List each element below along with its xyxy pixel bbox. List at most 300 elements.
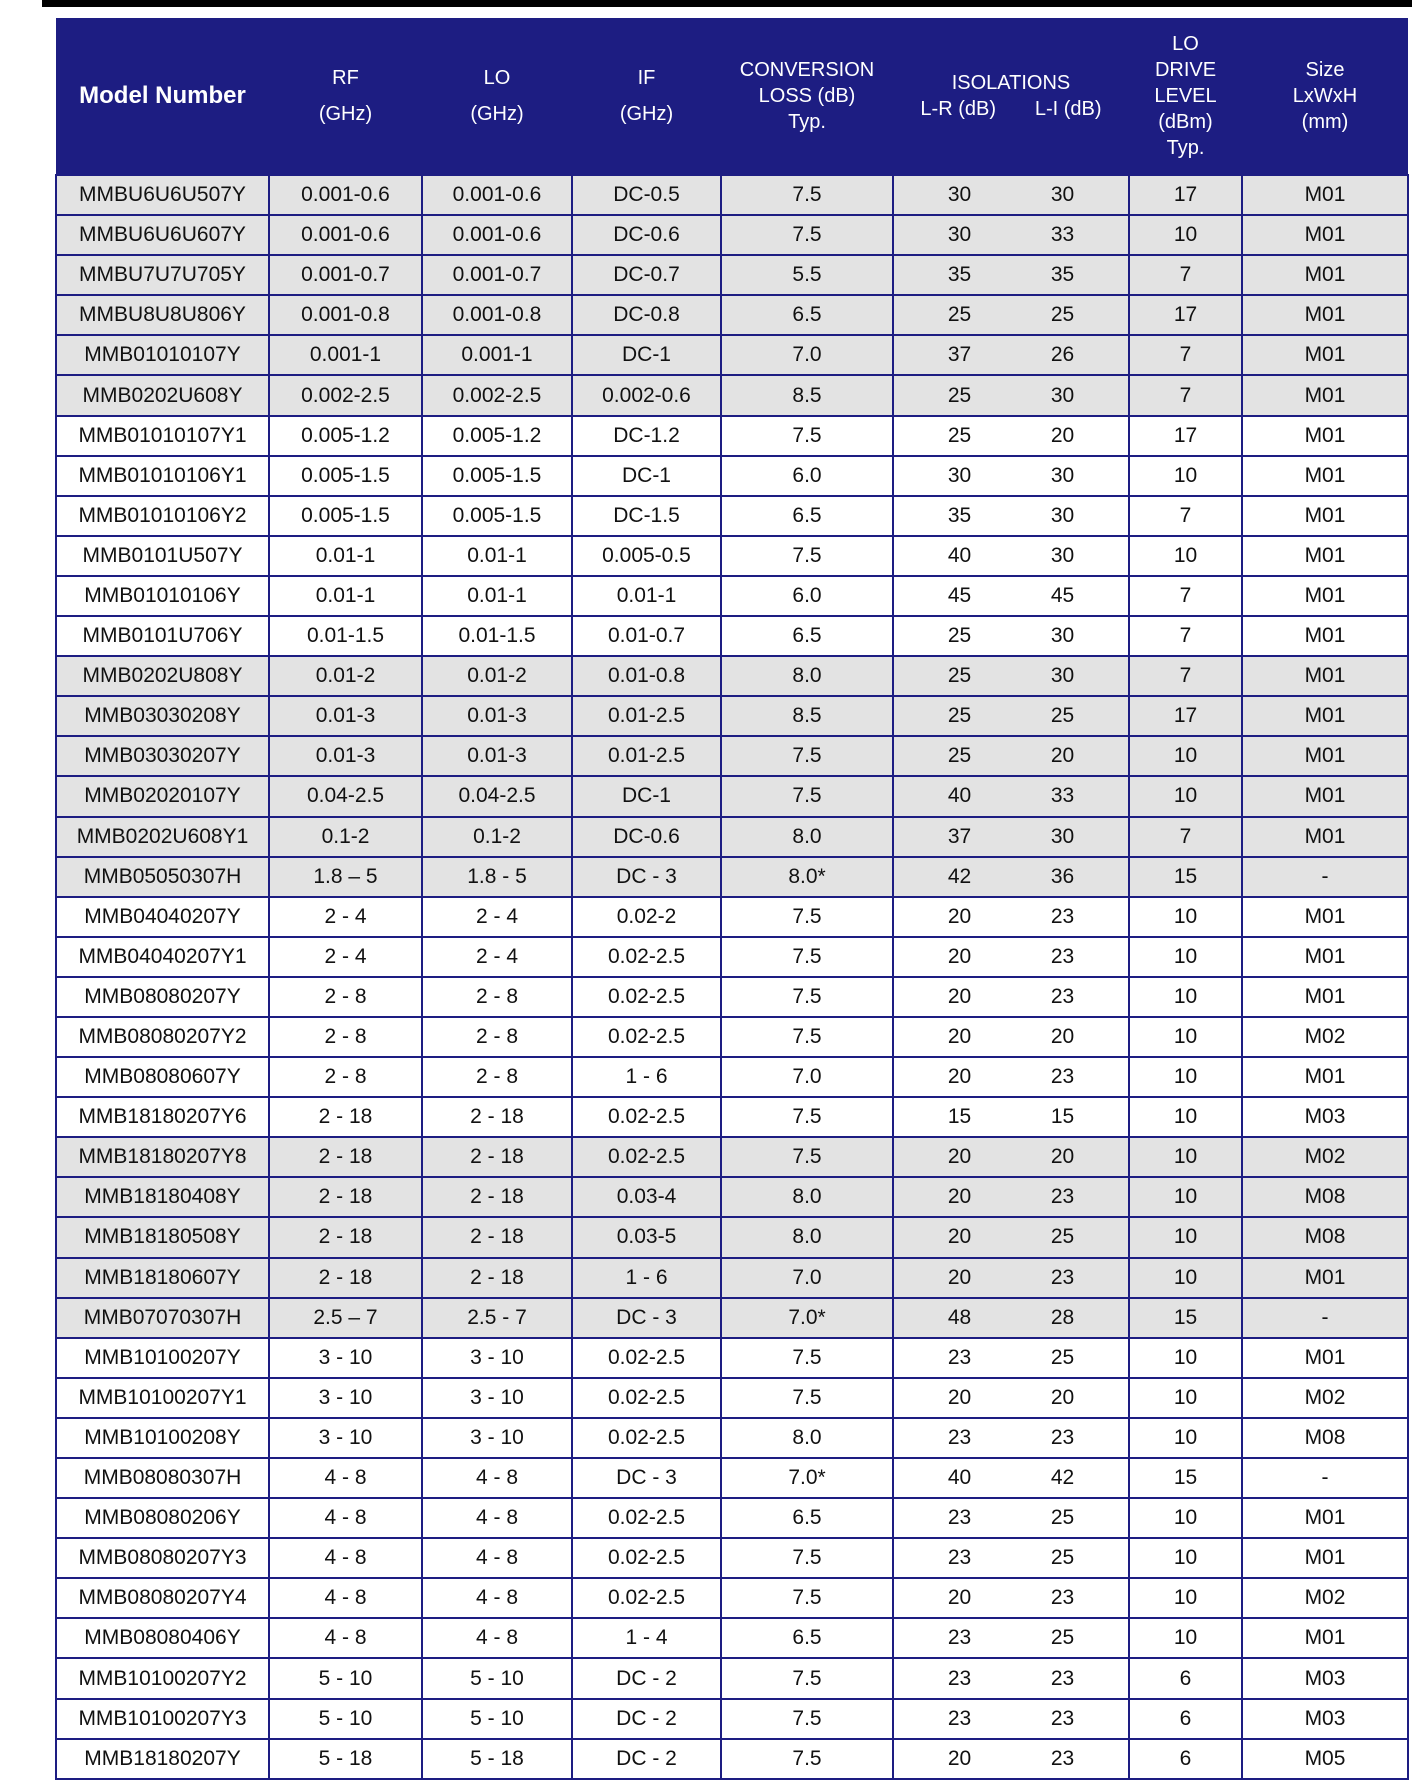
cell-conversion-loss: 6.5 (721, 1498, 893, 1538)
cell-isolation-lr: 48 (947, 1305, 972, 1329)
cell-isolation-lr: 23 (947, 1345, 972, 1369)
cell-lo: 3 - 10 (422, 1418, 572, 1458)
cell-lo: 2 - 18 (422, 1258, 572, 1298)
cell-isolations (893, 897, 1129, 937)
cell-model-number: MMB08080207Y2 (56, 1017, 269, 1057)
cell-lo-drive-level: 7 (1129, 817, 1242, 857)
cell-lo-drive-level: 10 (1129, 897, 1242, 937)
cell-isolations (893, 1378, 1129, 1418)
table-row (56, 215, 1408, 255)
cell-lo: 2 - 4 (422, 897, 572, 937)
cell-isolation-lr: 20 (947, 1265, 972, 1289)
cell-lo-drive-level: 10 (1129, 1017, 1242, 1057)
table-row (56, 696, 1408, 736)
cell-if: DC-1 (572, 456, 721, 496)
cell-lo: 2 - 8 (422, 1017, 572, 1057)
table-row (56, 1618, 1408, 1658)
cell-isolations (893, 416, 1129, 456)
cell-isolation-li: 30 (1050, 624, 1075, 648)
cell-size: M01 (1242, 897, 1408, 937)
cell-if: DC - 3 (572, 1458, 721, 1498)
cell-isolation-lr: 20 (947, 1065, 972, 1089)
cell-size: M08 (1242, 1418, 1408, 1458)
cell-size: M01 (1242, 295, 1408, 335)
cell-isolations (893, 576, 1129, 616)
cell-size: M01 (1242, 375, 1408, 415)
cell-model-number: MMBU8U8U806Y (56, 295, 269, 335)
cell-model-number: MMB04040207Y1 (56, 937, 269, 977)
header-drive-line2: DRIVE (1154, 59, 1217, 81)
cell-isolations (893, 335, 1129, 375)
cell-isolation-lr: 20 (947, 944, 972, 968)
cell-model-number: MMB18180607Y (56, 1258, 269, 1298)
cell-if: 0.02-2.5 (572, 1017, 721, 1057)
cell-lo: 2 - 18 (422, 1097, 572, 1137)
cell-lo: 5 - 10 (422, 1658, 572, 1698)
cell-isolation-li: 23 (1050, 1425, 1075, 1449)
cell-rf: 0.001-0.6 (269, 215, 422, 255)
cell-lo: 0.01-1 (422, 576, 572, 616)
cell-conversion-loss: 7.5 (721, 1538, 893, 1578)
cell-lo-drive-level: 17 (1129, 416, 1242, 456)
cell-rf: 0.001-0.7 (269, 255, 422, 295)
cell-model-number: MMB0202U608Y1 (56, 817, 269, 857)
cell-isolation-lr: 23 (947, 1546, 972, 1570)
cell-rf: 5 - 18 (269, 1739, 422, 1779)
header-drive-line1: LO (1172, 33, 1199, 55)
cell-lo-drive-level: 10 (1129, 1578, 1242, 1618)
cell-conversion-loss: 8.0 (721, 1177, 893, 1217)
cell-size: M02 (1242, 1578, 1408, 1618)
cell-if: DC - 3 (572, 1298, 721, 1338)
cell-isolations (893, 857, 1129, 897)
cell-model-number: MMB08080207Y (56, 977, 269, 1017)
cell-lo-drive-level: 10 (1129, 1418, 1242, 1458)
cell-if: 0.02-2.5 (572, 1538, 721, 1578)
cell-lo: 5 - 18 (422, 1739, 572, 1779)
cell-lo-drive-level: 10 (1129, 736, 1242, 776)
cell-lo-drive-level: 15 (1129, 1298, 1242, 1338)
cell-if: 1 - 6 (572, 1057, 721, 1097)
table-row (56, 937, 1408, 977)
cell-size: - (1242, 857, 1408, 897)
cell-lo-drive-level: 10 (1129, 536, 1242, 576)
cell-isolations (893, 1177, 1129, 1217)
cell-lo-drive-level: 7 (1129, 656, 1242, 696)
cell-conversion-loss: 7.0 (721, 1258, 893, 1298)
cell-lo: 0.002-2.5 (422, 375, 572, 415)
cell-isolation-lr: 35 (947, 503, 972, 527)
cell-rf: 0.001-0.8 (269, 295, 422, 335)
cell-lo: 0.001-0.7 (422, 255, 572, 295)
cell-lo: 2 - 8 (422, 1057, 572, 1097)
cell-if: DC-0.7 (572, 255, 721, 295)
cell-if: 0.02-2 (572, 897, 721, 937)
cell-conversion-loss: 7.5 (721, 1017, 893, 1057)
header-row (56, 18, 1408, 175)
cell-if: 0.01-2.5 (572, 696, 721, 736)
header-lo-drive-level (1129, 18, 1242, 175)
cell-size: M03 (1242, 1658, 1408, 1698)
cell-isolation-lr: 37 (947, 343, 972, 367)
cell-isolation-li: 25 (1050, 1345, 1075, 1369)
cell-if: DC - 2 (572, 1739, 721, 1779)
cell-lo-drive-level: 6 (1129, 1739, 1242, 1779)
cell-lo-drive-level: 10 (1129, 1378, 1242, 1418)
cell-isolations (893, 536, 1129, 576)
table-row (56, 1458, 1408, 1498)
cell-rf: 0.005-1.2 (269, 416, 422, 456)
cell-isolations (893, 1137, 1129, 1177)
cell-if: DC - 2 (572, 1658, 721, 1698)
cell-conversion-loss: 6.0 (721, 456, 893, 496)
cell-rf: 5 - 10 (269, 1658, 422, 1698)
header-iso-li: L-I (dB) (1034, 98, 1102, 120)
header-size-line1: Size (1305, 59, 1345, 81)
cell-lo: 4 - 8 (422, 1578, 572, 1618)
header-drive-line4: (dBm) (1158, 111, 1213, 133)
cell-isolation-li: 36 (1050, 864, 1075, 888)
cell-conversion-loss: 7.5 (721, 1097, 893, 1137)
cell-lo: 2.5 - 7 (422, 1298, 572, 1338)
cell-rf: 2 - 18 (269, 1097, 422, 1137)
cell-lo: 1.8 - 5 (422, 857, 572, 897)
cell-model-number: MMBU7U7U705Y (56, 255, 269, 295)
cell-isolation-li: 20 (1050, 423, 1075, 447)
cell-isolation-lr: 20 (947, 1586, 972, 1610)
cell-rf: 0.005-1.5 (269, 496, 422, 536)
cell-model-number: MMB18180508Y (56, 1217, 269, 1257)
cell-conversion-loss: 7.5 (721, 897, 893, 937)
cell-isolation-li: 23 (1050, 1185, 1075, 1209)
cell-isolation-lr: 23 (947, 1425, 972, 1449)
table-row (56, 1739, 1408, 1779)
cell-lo: 3 - 10 (422, 1338, 572, 1378)
cell-model-number: MMB18180207Y (56, 1739, 269, 1779)
table-row (56, 736, 1408, 776)
cell-if: 0.002-0.6 (572, 375, 721, 415)
cell-model-number: MMB01010106Y (56, 576, 269, 616)
header-if-label: IF (637, 67, 656, 89)
header-rf-unit: (GHz) (318, 103, 373, 125)
cell-model-number: MMB01010106Y2 (56, 496, 269, 536)
cell-model-number: MMBU6U6U607Y (56, 215, 269, 255)
mixer-spec-table (55, 18, 1409, 1780)
table-row (56, 656, 1408, 696)
table-row (56, 776, 1408, 816)
cell-lo-drive-level: 10 (1129, 1137, 1242, 1177)
header-drive-line3: LEVEL (1154, 85, 1217, 107)
cell-if: 0.01-0.8 (572, 656, 721, 696)
cell-lo: 4 - 8 (422, 1618, 572, 1658)
cell-isolations (893, 977, 1129, 1017)
cell-isolation-lr: 23 (947, 1506, 972, 1530)
cell-if: 0.02-2.5 (572, 1418, 721, 1458)
cell-lo-drive-level: 10 (1129, 215, 1242, 255)
cell-lo-drive-level: 15 (1129, 1458, 1242, 1498)
cell-lo-drive-level: 6 (1129, 1699, 1242, 1739)
table-row (56, 1097, 1408, 1137)
cell-conversion-loss: 7.5 (721, 736, 893, 776)
cell-rf: 4 - 8 (269, 1618, 422, 1658)
cell-size: M03 (1242, 1699, 1408, 1739)
cell-rf: 0.01-1 (269, 536, 422, 576)
header-conv-line3: Typ. (788, 111, 826, 133)
cell-if: DC-1.5 (572, 496, 721, 536)
cell-rf: 0.001-0.6 (269, 175, 422, 215)
cell-isolation-li: 23 (1050, 1746, 1075, 1770)
cell-lo-drive-level: 10 (1129, 1538, 1242, 1578)
cell-size: M01 (1242, 937, 1408, 977)
cell-conversion-loss: 7.5 (721, 776, 893, 816)
cell-isolation-li: 30 (1050, 183, 1075, 207)
cell-isolation-lr: 37 (947, 824, 972, 848)
cell-conversion-loss: 7.0* (721, 1298, 893, 1338)
cell-isolation-li: 25 (1050, 303, 1075, 327)
table-row (56, 335, 1408, 375)
cell-lo: 0.001-1 (422, 335, 572, 375)
cell-rf: 0.01-2 (269, 656, 422, 696)
cell-size: M01 (1242, 776, 1408, 816)
cell-model-number: MMB0202U808Y (56, 656, 269, 696)
cell-conversion-loss: 7.5 (721, 1658, 893, 1698)
cell-lo-drive-level: 17 (1129, 175, 1242, 215)
cell-lo-drive-level: 10 (1129, 776, 1242, 816)
cell-rf: 2 - 18 (269, 1177, 422, 1217)
cell-model-number: MMB10100207Y2 (56, 1658, 269, 1698)
cell-lo-drive-level: 10 (1129, 1338, 1242, 1378)
cell-isolation-lr: 23 (947, 1626, 972, 1650)
cell-isolations (893, 656, 1129, 696)
cell-lo-drive-level: 17 (1129, 295, 1242, 335)
cell-isolations (893, 1658, 1129, 1698)
cell-conversion-loss: 8.0 (721, 656, 893, 696)
cell-isolation-lr: 20 (947, 1025, 972, 1049)
cell-isolation-li: 25 (1050, 704, 1075, 728)
cell-isolation-lr: 20 (947, 984, 972, 1008)
cell-lo: 0.01-1.5 (422, 616, 572, 656)
cell-model-number: MMB0101U507Y (56, 536, 269, 576)
cell-size: M01 (1242, 817, 1408, 857)
cell-rf: 0.001-1 (269, 335, 422, 375)
cell-conversion-loss: 7.5 (721, 977, 893, 1017)
table-row (56, 456, 1408, 496)
cell-lo-drive-level: 7 (1129, 616, 1242, 656)
cell-conversion-loss: 8.0 (721, 817, 893, 857)
cell-rf: 0.01-3 (269, 736, 422, 776)
cell-size: M01 (1242, 175, 1408, 215)
table-row (56, 1658, 1408, 1698)
cell-if: 0.02-2.5 (572, 937, 721, 977)
cell-conversion-loss: 7.0 (721, 1057, 893, 1097)
cell-lo-drive-level: 15 (1129, 857, 1242, 897)
cell-model-number: MMB03030208Y (56, 696, 269, 736)
cell-conversion-loss: 5.5 (721, 255, 893, 295)
cell-isolation-lr: 25 (947, 744, 972, 768)
cell-rf: 2.5 – 7 (269, 1298, 422, 1338)
cell-lo-drive-level: 7 (1129, 496, 1242, 536)
cell-isolation-li: 30 (1050, 383, 1075, 407)
cell-lo: 2 - 4 (422, 937, 572, 977)
cell-isolation-lr: 23 (947, 1666, 972, 1690)
cell-isolations (893, 255, 1129, 295)
cell-isolations (893, 616, 1129, 656)
cell-lo-drive-level: 10 (1129, 1217, 1242, 1257)
cell-isolation-lr: 25 (947, 303, 972, 327)
cell-isolation-li: 30 (1050, 463, 1075, 487)
cell-rf: 3 - 10 (269, 1378, 422, 1418)
table-row (56, 536, 1408, 576)
cell-isolations (893, 456, 1129, 496)
cell-rf: 4 - 8 (269, 1538, 422, 1578)
cell-size: M02 (1242, 1017, 1408, 1057)
cell-lo-drive-level: 17 (1129, 696, 1242, 736)
cell-isolation-li: 30 (1050, 503, 1075, 527)
cell-lo-drive-level: 10 (1129, 456, 1242, 496)
cell-rf: 5 - 10 (269, 1699, 422, 1739)
cell-isolations (893, 1097, 1129, 1137)
cell-rf: 2 - 8 (269, 1057, 422, 1097)
cell-isolation-li: 25 (1050, 1225, 1075, 1249)
cell-rf: 4 - 8 (269, 1458, 422, 1498)
cell-size: M01 (1242, 576, 1408, 616)
cell-isolations (893, 1017, 1129, 1057)
cell-rf: 2 - 8 (269, 1017, 422, 1057)
cell-size: M01 (1242, 1538, 1408, 1578)
cell-size: M01 (1242, 1258, 1408, 1298)
table-body (56, 175, 1408, 1779)
cell-lo: 0.001-0.6 (422, 215, 572, 255)
cell-isolation-lr: 20 (947, 1185, 972, 1209)
cell-lo-drive-level: 10 (1129, 1618, 1242, 1658)
cell-model-number: MMB18180207Y8 (56, 1137, 269, 1177)
header-drive-line5: Typ. (1166, 137, 1205, 159)
cell-isolations (893, 1338, 1129, 1378)
cell-model-number: MMB08080206Y (56, 1498, 269, 1538)
cell-model-number: MMB07070307H (56, 1298, 269, 1338)
table-row (56, 1338, 1408, 1378)
header-model-number (56, 18, 269, 175)
header-rf (269, 18, 422, 175)
cell-conversion-loss: 6.5 (721, 616, 893, 656)
cell-isolations (893, 1498, 1129, 1538)
header-model-label: Model Number (79, 82, 246, 109)
cell-isolation-lr: 20 (947, 1746, 972, 1770)
cell-rf: 2 - 8 (269, 977, 422, 1017)
cell-isolation-lr: 20 (947, 1145, 972, 1169)
cell-isolations (893, 1217, 1129, 1257)
cell-conversion-loss: 7.5 (721, 1338, 893, 1378)
cell-model-number: MMB0101U706Y (56, 616, 269, 656)
header-iso-lr: L-R (dB) (920, 98, 996, 120)
table-row (56, 1057, 1408, 1097)
cell-conversion-loss: 8.5 (721, 375, 893, 415)
cell-isolation-li: 45 (1050, 583, 1075, 607)
cell-conversion-loss: 6.5 (721, 1618, 893, 1658)
cell-rf: 2 - 18 (269, 1137, 422, 1177)
cell-if: 1 - 4 (572, 1618, 721, 1658)
cell-size: M05 (1242, 1739, 1408, 1779)
cell-rf: 2 - 18 (269, 1217, 422, 1257)
cell-conversion-loss: 7.0 (721, 335, 893, 375)
cell-isolation-li: 30 (1050, 664, 1075, 688)
cell-conversion-loss: 8.0* (721, 857, 893, 897)
cell-if: DC-0.6 (572, 215, 721, 255)
cell-lo-drive-level: 10 (1129, 977, 1242, 1017)
cell-isolations (893, 215, 1129, 255)
table-header (56, 18, 1408, 175)
cell-isolation-li: 25 (1050, 1506, 1075, 1530)
cell-rf: 2 - 4 (269, 937, 422, 977)
cell-isolation-lr: 23 (947, 1706, 972, 1730)
table-row (56, 1137, 1408, 1177)
table-row (56, 977, 1408, 1017)
cell-if: DC-1 (572, 776, 721, 816)
cell-isolation-li: 20 (1050, 1145, 1075, 1169)
cell-if: DC - 2 (572, 1699, 721, 1739)
table-row (56, 255, 1408, 295)
cell-lo-drive-level: 7 (1129, 255, 1242, 295)
cell-isolation-lr: 25 (947, 704, 972, 728)
header-conv-line1: CONVERSION (739, 59, 875, 81)
cell-size: - (1242, 1458, 1408, 1498)
cell-if: 0.03-4 (572, 1177, 721, 1217)
cell-lo: 0.005-1.5 (422, 456, 572, 496)
cell-rf: 3 - 10 (269, 1338, 422, 1378)
cell-size: M01 (1242, 215, 1408, 255)
cell-size: - (1242, 1298, 1408, 1338)
cell-isolation-li: 28 (1050, 1305, 1075, 1329)
cell-conversion-loss: 6.5 (721, 496, 893, 536)
cell-isolation-lr: 40 (947, 784, 972, 808)
table-row (56, 1699, 1408, 1739)
cell-conversion-loss: 7.5 (721, 416, 893, 456)
cell-size: M01 (1242, 496, 1408, 536)
header-rf-label: RF (332, 67, 359, 89)
cell-lo: 0.01-1 (422, 536, 572, 576)
cell-size: M01 (1242, 335, 1408, 375)
cell-isolation-li: 20 (1050, 1385, 1075, 1409)
cell-rf: 0.04-2.5 (269, 776, 422, 816)
cell-lo: 0.04-2.5 (422, 776, 572, 816)
header-lo (422, 18, 572, 175)
cell-isolation-lr: 25 (947, 664, 972, 688)
cell-rf: 0.01-3 (269, 696, 422, 736)
cell-if: 0.01-1 (572, 576, 721, 616)
cell-size: M03 (1242, 1097, 1408, 1137)
cell-if: 0.01-2.5 (572, 736, 721, 776)
cell-size: M01 (1242, 977, 1408, 1017)
cell-lo: 0.001-0.8 (422, 295, 572, 335)
cell-conversion-loss: 8.0 (721, 1217, 893, 1257)
cell-lo: 2 - 18 (422, 1217, 572, 1257)
cell-if: 0.02-2.5 (572, 977, 721, 1017)
cell-isolation-li: 23 (1050, 904, 1075, 928)
cell-size: M01 (1242, 1618, 1408, 1658)
cell-lo: 0.01-2 (422, 656, 572, 696)
cell-isolation-lr: 40 (947, 1466, 972, 1490)
cell-lo: 2 - 18 (422, 1137, 572, 1177)
cell-lo-drive-level: 10 (1129, 1097, 1242, 1137)
cell-isolation-lr: 40 (947, 543, 972, 567)
cell-model-number: MMB08080607Y (56, 1057, 269, 1097)
table-row (56, 1538, 1408, 1578)
cell-isolation-lr: 30 (947, 223, 972, 247)
cell-isolations (893, 1578, 1129, 1618)
cell-isolations (893, 1258, 1129, 1298)
cell-if: DC-0.5 (572, 175, 721, 215)
cell-conversion-loss: 7.5 (721, 536, 893, 576)
